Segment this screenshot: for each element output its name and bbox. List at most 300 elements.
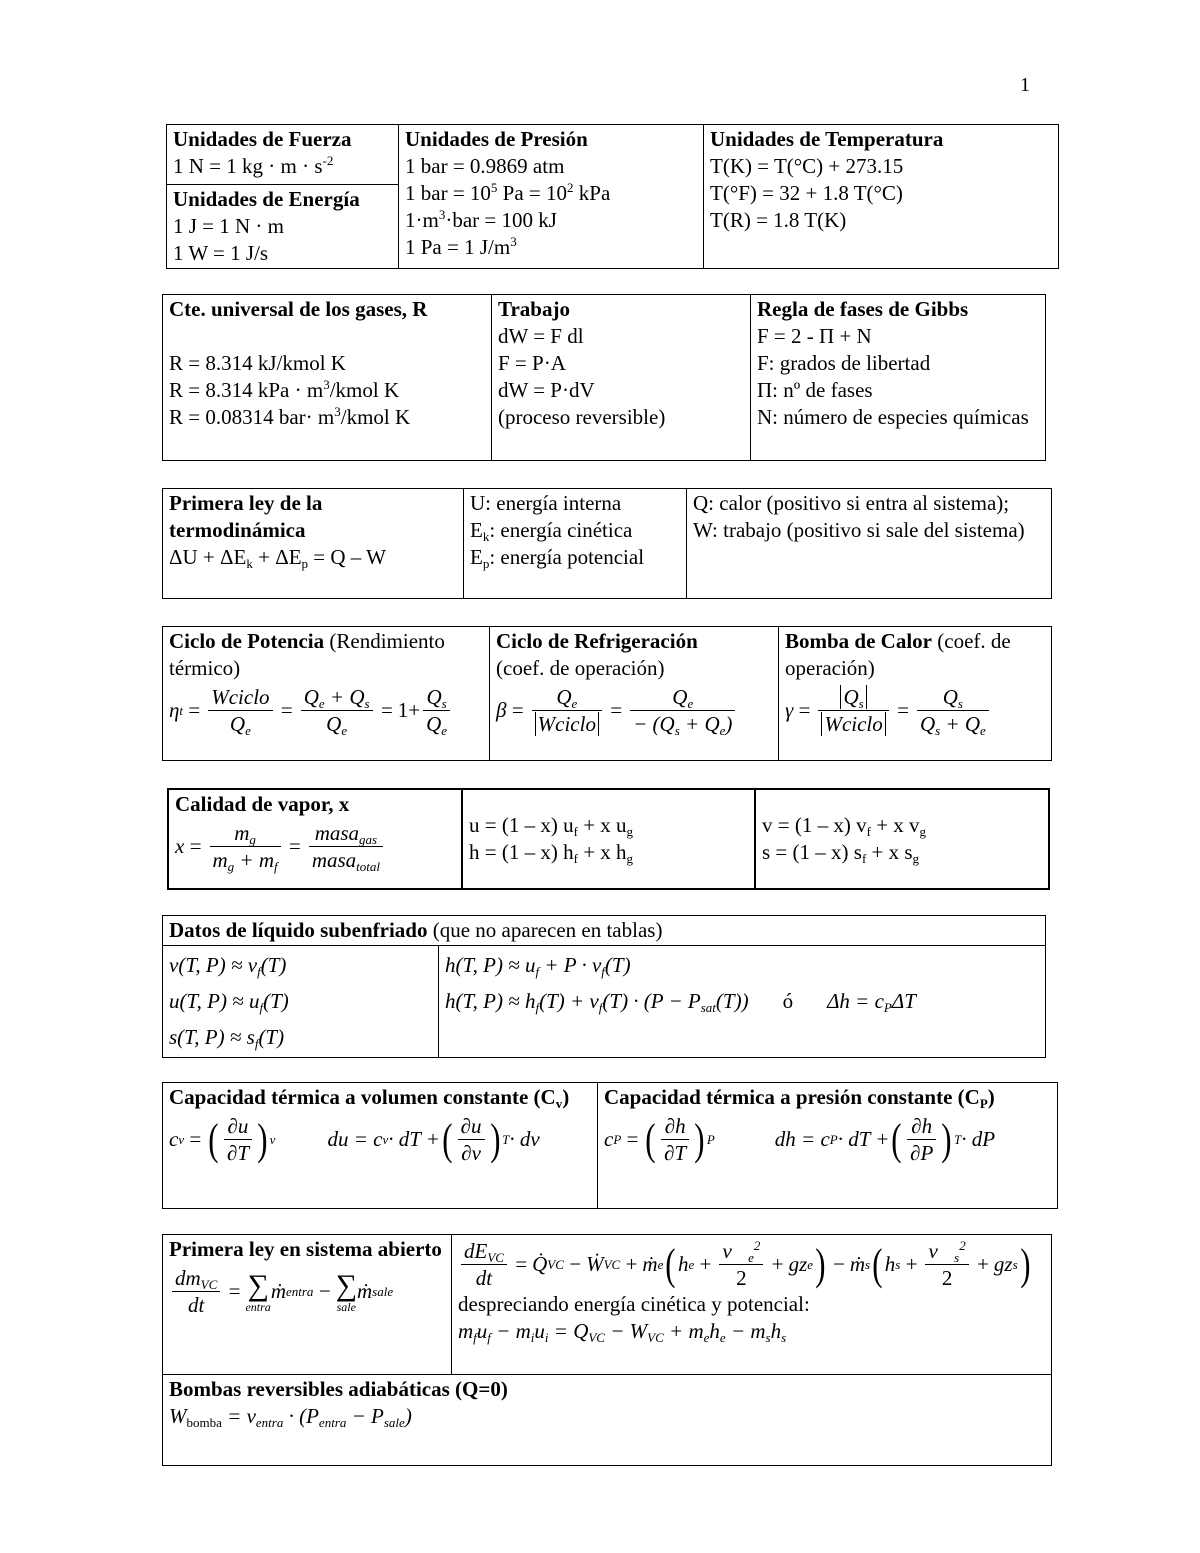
t: v(T, P) ≈ v <box>169 953 258 977</box>
t: f <box>535 964 540 979</box>
t: masa <box>314 821 360 845</box>
gibbs-title: Regla de fases de Gibbs <box>757 297 969 321</box>
t: c <box>169 1127 179 1151</box>
t: h <box>709 1319 720 1343</box>
heat-capacity-table <box>162 1082 1058 1209</box>
first-law-cell <box>163 489 464 599</box>
cv-cell <box>163 1083 598 1209</box>
t: dt <box>475 1266 493 1290</box>
t: · dv <box>509 1127 540 1151</box>
force-units-title: Unidades de Fuerza <box>173 127 352 151</box>
t: u <box>476 1319 488 1343</box>
t: v <box>555 1096 563 1111</box>
t: f <box>254 1036 259 1051</box>
t: VC <box>588 1330 605 1345</box>
t: 2 <box>941 1266 953 1290</box>
t: 3 <box>334 404 341 419</box>
t: e <box>980 723 986 738</box>
t: kPa <box>573 181 611 205</box>
t: dE <box>464 1239 488 1263</box>
ek-def <box>470 517 680 544</box>
refrigeration-note: (coef. de operación) <box>496 656 665 680</box>
pressure-eq-3 <box>405 207 697 234</box>
t: + P · v <box>539 953 602 977</box>
t: u <box>534 1319 545 1343</box>
t: /kmol K <box>329 378 400 402</box>
t: VC <box>487 1250 504 1265</box>
t: Q̇ <box>532 1252 548 1276</box>
t: h = (1 – x) h <box>469 840 574 864</box>
energy-balance-cell <box>452 1235 1052 1375</box>
t: dh = c <box>774 1127 830 1151</box>
power-cycle-cell <box>163 627 490 761</box>
t: v = (1 – x) v <box>762 813 867 837</box>
r-eq-3 <box>169 404 485 431</box>
t: e <box>719 1330 726 1345</box>
t: s <box>674 723 680 738</box>
t: f <box>601 964 605 979</box>
energy-eq-1: 1 J = 1 N · m <box>173 214 285 238</box>
frac <box>925 1238 968 1291</box>
t: 2 <box>736 1266 747 1290</box>
t: e <box>748 1250 754 1265</box>
t: Wciclo <box>535 712 599 736</box>
t: e <box>719 723 726 738</box>
t: s <box>935 723 941 738</box>
t: m <box>212 848 228 872</box>
t: e <box>571 696 578 711</box>
heat-pump-title: Bomba de Calor <box>785 629 932 653</box>
frac <box>172 1265 220 1318</box>
t: ṁ <box>642 1252 658 1276</box>
t: g <box>626 824 634 839</box>
t: ṁ <box>270 1279 286 1303</box>
t: k <box>482 529 490 544</box>
pump-work-eq: $W_{bomba} = v_{entra} \cdot (P_{entra} - P_{sale})$ <box>169 1404 412 1430</box>
t: R = 0.08314 bar· m <box>169 405 335 429</box>
frac <box>208 684 272 737</box>
t: ∑ <box>335 1268 357 1302</box>
t: g <box>227 859 235 874</box>
t: f <box>535 1000 540 1015</box>
t: γ <box>785 698 794 722</box>
t: ΔT <box>891 989 916 1013</box>
pump-cell <box>163 1375 1052 1466</box>
h-approx-1 <box>445 947 1039 983</box>
t: g <box>626 851 634 866</box>
t: i <box>530 1330 535 1345</box>
t: sat <box>700 1000 716 1015</box>
t: u(T, P) ≈ u <box>169 989 260 1013</box>
u-def: U: energía interna <box>470 491 622 515</box>
t: E <box>470 545 483 569</box>
quality-def-cell <box>168 789 462 889</box>
t: · dT + <box>388 1127 440 1151</box>
t: s <box>957 696 963 711</box>
t: s <box>858 696 864 711</box>
t: k <box>246 556 253 571</box>
t: Wciclo <box>208 684 272 711</box>
t: Q <box>326 712 342 736</box>
t: ∂T <box>226 1141 249 1165</box>
gibbs-def-3: N: número de especies químicas <box>757 405 1029 429</box>
energy-units-title: Unidades de Energía <box>173 187 360 211</box>
t: f <box>257 964 261 979</box>
t: e <box>703 1330 710 1345</box>
t: Q <box>229 712 246 736</box>
temp-eq-3: T(R) = 1.8 T(K) <box>710 208 847 232</box>
work-eq-1: dW = F dl <box>498 324 584 348</box>
gas-work-gibbs-table <box>162 294 1046 461</box>
t: 1+ <box>397 698 421 722</box>
t: 1 bar = 10 <box>405 181 491 205</box>
t: P <box>883 1000 892 1015</box>
mass-balance-eq: $\frac{dm_{VC}}{dt}$ = ∑ entra ṁ entra − ∑ sale ṁ sale <box>169 1265 445 1318</box>
work-title: Trabajo <box>498 297 570 321</box>
t: P <box>306 1404 319 1428</box>
t: f <box>274 859 278 874</box>
t: 3 <box>438 207 446 222</box>
power-cycle-title: Ciclo de Potencia <box>169 629 325 653</box>
t: VC <box>647 1330 664 1345</box>
t: masa <box>311 848 357 872</box>
pressure-eq-1: 1 bar = 0.9869 atm <box>405 154 565 178</box>
frac: $\frac{Q_e + Q_s}{Q_e}$ <box>301 684 373 737</box>
frac <box>719 1238 763 1291</box>
t: Q <box>349 685 365 709</box>
energy-eq-2: 1 W = 1 J/s <box>173 241 269 265</box>
efficiency-eq: η t = $\frac{\text{Wciclo}}{Q_e}$ = $\frac{Q_e + Q_s}{Q_e}$ = 1+ $\frac{Q_s}{Q_e}$ <box>169 684 483 737</box>
t: 3 <box>510 234 517 249</box>
temp-eq-2: T(°F) = 32 + 1.8 T(°C) <box>710 181 903 205</box>
cycles-table <box>162 626 1052 761</box>
t: ) <box>562 1085 570 1109</box>
gibbs-cell <box>751 295 1046 461</box>
pressure-eq-4 <box>405 234 697 261</box>
t: 1·m <box>405 208 439 232</box>
t: Δh = c <box>827 989 884 1013</box>
t: + <box>679 712 705 736</box>
t: Q <box>659 712 675 736</box>
t: + x h <box>577 840 627 864</box>
s-mix-eq <box>762 839 1042 866</box>
temp-eq-1: T(K) = T(°C) + 273.15 <box>710 154 904 178</box>
energy-balance-eq: $\frac{dE_{VC}}{dt}$ = Q̇ VC − Ẇ VC + ṁ e ( h e + $\frac{v⃗_e^2}{2}$ + gz e ) − ṁ s ( h s + $\frac{v⃗_s^2}{2}$ + gz s ) <box>458 1238 1045 1291</box>
t: − ( <box>633 712 660 736</box>
t: ∂u <box>224 1113 252 1140</box>
t: + x u <box>577 813 627 837</box>
cp-cell <box>598 1083 1058 1209</box>
t: P <box>371 1404 384 1428</box>
t: 5 <box>490 180 498 195</box>
subcooled-table <box>162 915 1046 1058</box>
t: f <box>861 851 867 866</box>
t: e <box>318 696 325 711</box>
t: f <box>259 1000 264 1015</box>
t: VC <box>200 1277 218 1292</box>
t: Q <box>919 712 936 736</box>
h-mix-eq <box>469 839 748 866</box>
force-units-cell <box>167 125 399 185</box>
pressure-eq-2 <box>405 180 697 207</box>
t: = Q – W <box>308 545 386 569</box>
t: m <box>234 821 250 845</box>
v-mix-eq <box>762 812 1042 839</box>
quality-v-s-cell <box>755 789 1049 889</box>
t: dt <box>187 1293 205 1317</box>
t: Q <box>964 712 981 736</box>
u-approx <box>169 983 432 1019</box>
t: u = (1 – x) u <box>469 813 574 837</box>
t: f <box>598 1000 603 1015</box>
t: Q <box>843 685 859 709</box>
first-law-eq <box>169 544 457 571</box>
work-eq-3: dW = P·dV <box>498 378 595 402</box>
frac <box>423 684 450 737</box>
t: p <box>482 556 490 571</box>
frac <box>630 684 735 737</box>
t: (T) <box>260 953 287 977</box>
t: ∂u <box>458 1113 485 1140</box>
t: h <box>884 1252 896 1276</box>
subcooled-note: (que no aparecen en tablas) <box>427 918 663 942</box>
force-eq: 1 N = 1 kg · m · s <box>173 154 323 178</box>
t: W <box>629 1319 648 1343</box>
t: + ΔE <box>252 545 302 569</box>
t: sale <box>336 1299 356 1314</box>
t: ΔU + ΔE <box>169 545 247 569</box>
t: (T) <box>604 953 631 977</box>
quality-u-h-cell <box>462 789 755 889</box>
t: s <box>441 696 447 711</box>
r-eq-2 <box>169 377 485 404</box>
t: g <box>919 824 927 839</box>
t: ∂v <box>461 1141 481 1165</box>
t: v <box>246 1404 256 1428</box>
t: m <box>688 1319 704 1343</box>
frac <box>458 1113 485 1166</box>
refrigeration-title: Ciclo de Refrigeración <box>496 629 698 653</box>
t: ∂P <box>910 1141 934 1165</box>
t: Ẇ <box>586 1252 604 1276</box>
t: gz <box>993 1252 1013 1276</box>
t: (T) + v <box>539 989 599 1013</box>
t: β <box>496 698 507 722</box>
u-mix-eq <box>469 812 748 839</box>
t: e <box>245 723 251 738</box>
frac <box>224 1113 252 1166</box>
t: total <box>356 859 380 874</box>
subcooled-right-cell <box>439 946 1046 1058</box>
t: entra <box>245 1299 271 1314</box>
frac <box>907 1113 936 1166</box>
power-cycle-note: (Rendimiento térmico) <box>169 629 445 680</box>
t: ∑ <box>247 1268 269 1302</box>
t: m <box>750 1319 766 1343</box>
t: 2 <box>753 1238 761 1253</box>
t: e <box>441 723 448 738</box>
subcooled-title: Datos de líquido subenfriado <box>169 918 428 942</box>
refrigeration-cycle-cell <box>490 627 779 761</box>
force-exp: -2 <box>322 153 334 168</box>
gibbs-def-1: F: grados de libertad <box>757 351 931 375</box>
open-system-table <box>162 1234 1052 1466</box>
t: e <box>687 696 694 711</box>
work-cell <box>492 295 751 461</box>
t: p <box>301 556 309 571</box>
t: ṁ <box>357 1279 373 1303</box>
gibbs-def-2: Π: nº de fases <box>757 378 873 402</box>
t: (T)) <box>715 989 749 1013</box>
t: m <box>515 1319 531 1343</box>
t: ∂T <box>664 1141 687 1165</box>
temperature-units-title: Unidades de Temperatura <box>710 127 944 151</box>
pump-title: Bombas reversibles adiabáticas (Q=0) <box>169 1377 508 1401</box>
t: (T) <box>263 989 289 1013</box>
t: 1 Pa = 1 J/m <box>405 235 511 259</box>
pressure-units-cell <box>399 125 704 269</box>
t: c <box>604 1127 614 1151</box>
r-eq-1: R = 8.314 kJ/kmol K <box>169 351 346 375</box>
cp-eq: c P = ( $\frac{\partial h}{\partial T}$ ) P dh = c P · dT + ( $\frac{\partial h}{\partial P}$ ) T · dP <box>604 1114 996 1165</box>
w-def: W: trabajo (positivo si sale del sistema) <box>693 518 1025 542</box>
t: sale <box>383 1415 405 1430</box>
t: h(T, P) ≈ h <box>445 989 536 1013</box>
t: ṁ <box>849 1252 866 1276</box>
t: η <box>169 698 180 722</box>
t: v⃗ <box>722 1239 749 1263</box>
s-approx <box>169 1019 432 1055</box>
t: · dT + <box>837 1127 890 1151</box>
t: + <box>940 712 965 736</box>
t: Q <box>556 685 572 709</box>
work-eq-2: F = P·A <box>498 351 566 375</box>
first-law-table <box>162 488 1052 599</box>
t: 2 <box>567 180 574 195</box>
t: s <box>364 696 370 711</box>
t: ó <box>782 989 794 1013</box>
t: i <box>544 1330 549 1345</box>
simplified-energy-eq: $m_fu_f - m_iu_i = Q_{VC} - W_{VC} + m_eh_e - m_sh_s$ <box>458 1319 787 1345</box>
t: s <box>954 1250 960 1265</box>
t: f <box>573 851 578 866</box>
heat-pump-cell <box>779 627 1052 761</box>
t: · dP <box>961 1127 996 1151</box>
t: s <box>765 1330 771 1345</box>
cp-title: Capacidad térmica a presión constante (C <box>604 1085 980 1109</box>
gibbs-eq: F = 2 - Π + N <box>757 324 872 348</box>
open-system-title: Primera ley en sistema abierto <box>169 1237 442 1261</box>
t: Q <box>426 712 442 736</box>
t: s <box>781 1330 787 1345</box>
t: ∂h <box>907 1113 936 1140</box>
subcooled-title-cell <box>163 916 1046 946</box>
t: ·bar = 100 kJ <box>445 208 557 232</box>
t: Q <box>303 685 319 709</box>
t: m <box>458 1319 474 1343</box>
t: + x s <box>866 840 913 864</box>
t: entra <box>255 1415 284 1430</box>
t: Q <box>942 685 958 709</box>
t: gz <box>788 1252 808 1276</box>
frac <box>818 684 888 737</box>
t: : energía potencial <box>489 545 645 569</box>
t: h <box>678 1252 689 1276</box>
t: f <box>473 1330 477 1345</box>
pressure-units-title: Unidades de Presión <box>405 127 588 151</box>
h-approx-2 <box>445 983 1039 1019</box>
t: Pa = 10 <box>497 181 568 205</box>
t: bomba <box>186 1415 222 1430</box>
t: R = 8.314 kPa · m <box>169 378 324 402</box>
t: E <box>470 518 483 542</box>
t: du = c <box>327 1127 383 1151</box>
t: h <box>770 1319 782 1343</box>
ep-def <box>470 544 680 571</box>
gas-constant-cell <box>163 295 492 461</box>
t: P <box>979 1096 988 1111</box>
t: 3 <box>323 377 330 392</box>
work-note: (proceso reversible) <box>498 405 666 429</box>
t: Q <box>426 685 442 709</box>
t: Q <box>573 1319 589 1343</box>
t: Wciclo <box>821 712 885 736</box>
t: f <box>487 1330 491 1345</box>
t: ) <box>725 712 733 736</box>
t: g <box>912 851 920 866</box>
simplification-note: despreciando energía cinética y potencial: <box>458 1292 810 1316</box>
q-def: Q: calor (positivo si entra al sistema); <box>693 491 1010 515</box>
t: ) <box>987 1085 995 1109</box>
quality-title: Calidad de vapor, x <box>175 792 350 816</box>
t: + x v <box>870 813 920 837</box>
frac <box>661 1113 689 1166</box>
t: s = (1 – x) s <box>762 840 862 864</box>
t: 2 <box>959 1238 966 1253</box>
v-approx <box>169 947 432 983</box>
frac <box>917 684 989 737</box>
t: gas <box>359 832 378 847</box>
frac <box>532 684 602 737</box>
frac <box>309 820 383 873</box>
quality-eq: x = $\frac{m_g}{m_g + m_f}$ = $\frac{masa_{gas}}{masa_{total}}$ <box>175 820 455 873</box>
subcooled-left-cell <box>163 946 439 1058</box>
vapor-quality-table <box>167 788 1050 890</box>
t: Q <box>704 712 720 736</box>
t: entra <box>318 1415 347 1430</box>
frac <box>461 1238 507 1291</box>
page-number: 1 <box>1020 74 1030 96</box>
cop-refrigeration-eq: β = $\frac{Q_e}{\text{Wciclo}}$ = $\frac{Q_e}{- (Q_s + Q_e)}$ <box>496 684 772 737</box>
t: s(T, P) ≈ s <box>169 1025 255 1049</box>
gas-constant-title: Cte. universal de los gases, R <box>169 297 428 321</box>
frac: $\frac{m_g}{m_g + m_f}$ <box>210 820 281 873</box>
t: f <box>573 824 578 839</box>
t: (T) <box>258 1025 285 1049</box>
first-law-title: Primera ley de la termodinámica <box>169 491 323 542</box>
t: v⃗ <box>928 1239 955 1263</box>
t: ∂h <box>661 1113 689 1140</box>
units-table <box>166 124 1059 269</box>
t: : energía cinética <box>489 518 633 542</box>
t: Q <box>672 685 688 709</box>
cop-heat-pump-eq: γ = $\frac{Q_s}{\text{Wciclo}}$ = $\frac{Q_s}{Q_s + Q_e}$ <box>785 684 1045 737</box>
t: e <box>341 723 348 738</box>
t: h(T, P) ≈ u <box>445 953 536 977</box>
mass-balance-cell <box>163 1235 452 1375</box>
t: m <box>258 848 275 872</box>
heat-work-defs-cell <box>687 489 1052 599</box>
